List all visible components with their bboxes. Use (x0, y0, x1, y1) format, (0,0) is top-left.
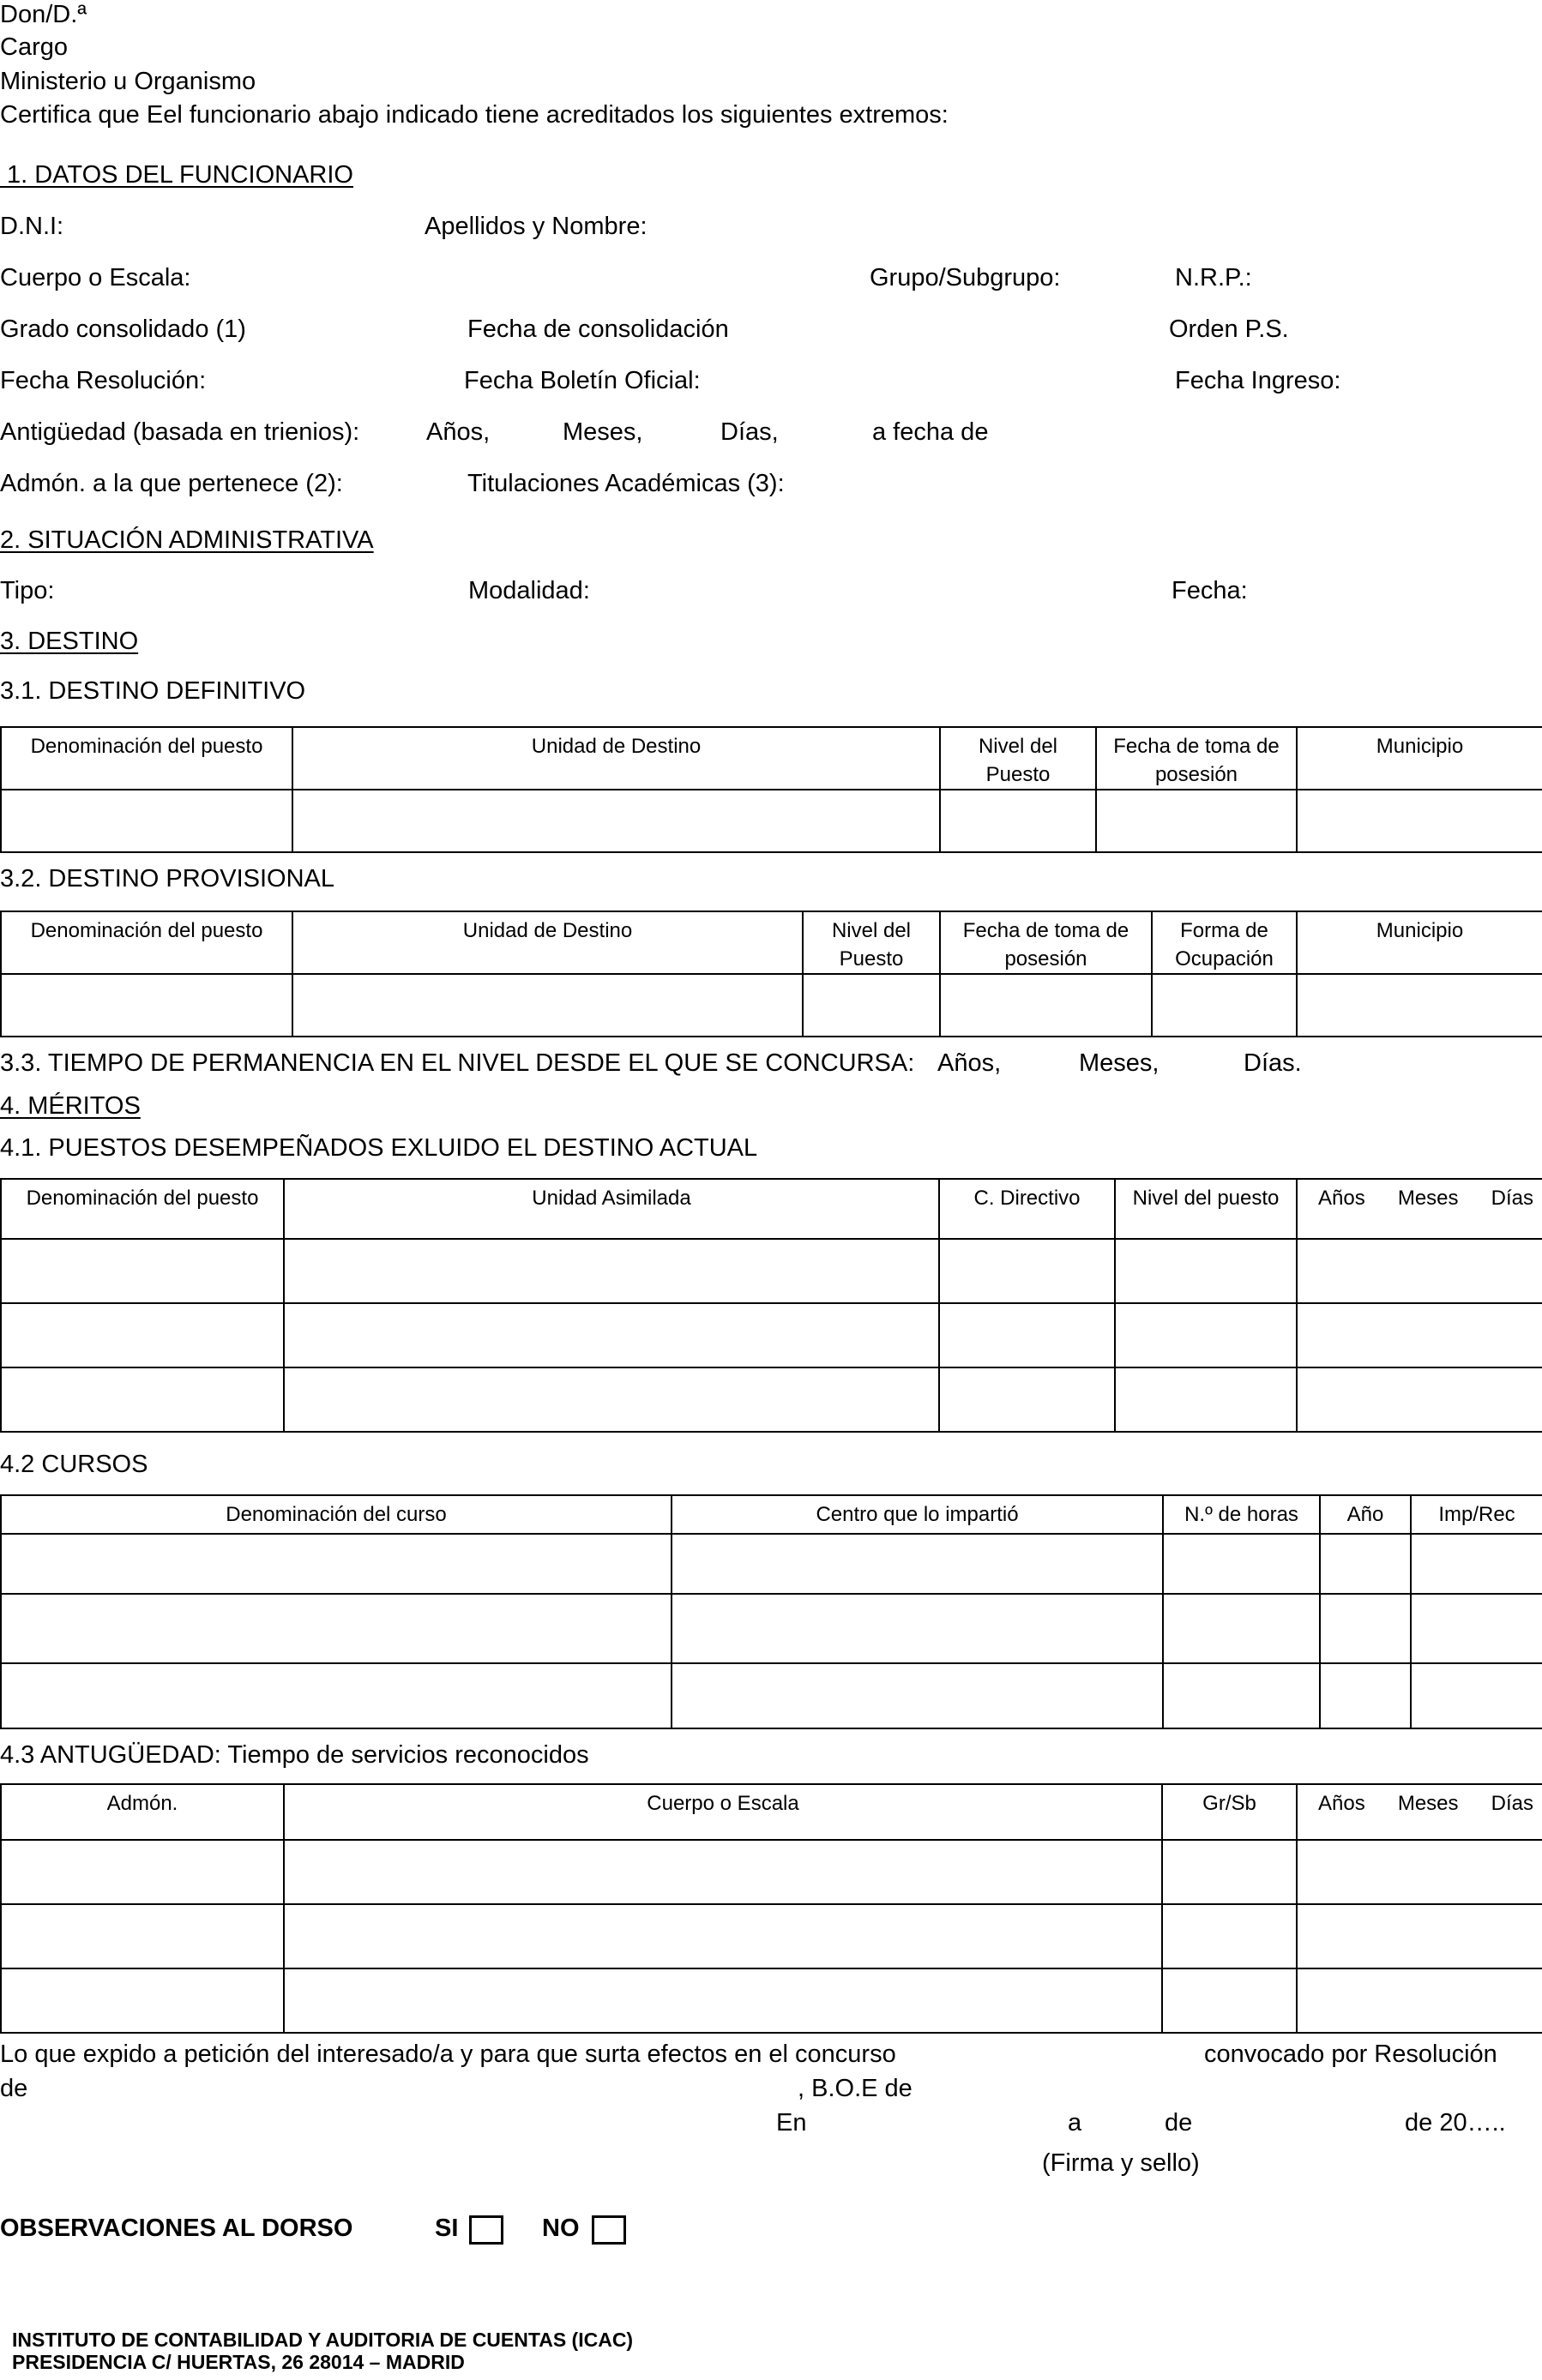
grupo-label: Grupo/Subgrupo: (870, 264, 1061, 291)
table-cell[interactable] (292, 790, 940, 852)
fecha-resolucion-label: Fecha Resolución: (0, 367, 207, 394)
col-nivel: Nivel del Puesto (940, 727, 1096, 790)
table-cell[interactable] (1115, 1239, 1297, 1303)
de-year-label: de 20….. (1405, 2109, 1506, 2137)
table-cell[interactable] (1, 1239, 284, 1303)
footer-address: PRESIDENCIA C/ HUERTAS, 26 28014 – MADRID (12, 2351, 465, 2373)
closing-line: Lo que expido a petición del interesado/a y para que surta efectos en el concurso (0, 2040, 896, 2068)
col-denominacion: Denominación del puesto (1, 1179, 284, 1239)
table-cell[interactable] (1, 974, 292, 1037)
table-cell[interactable] (284, 1303, 939, 1367)
de-month-label: de (1165, 2109, 1193, 2137)
titulaciones-label: Titulaciones Académicas (3): (467, 470, 785, 497)
table-cell[interactable] (939, 1367, 1115, 1432)
table-cell[interactable] (1, 1534, 672, 1594)
table-cell[interactable] (1096, 790, 1297, 852)
table-cell[interactable] (1115, 1367, 1297, 1432)
dias-header: Días (1491, 1792, 1533, 1815)
cuerpo-label: Cuerpo o Escala: (0, 264, 191, 291)
si-checkbox[interactable] (469, 2215, 503, 2245)
anos-header: Años (1318, 1792, 1365, 1815)
a-fecha-de-label: a fecha de (872, 418, 989, 446)
table-cell[interactable] (1297, 974, 1542, 1037)
table-cell[interactable] (1297, 1303, 1542, 1367)
table-cell[interactable] (1, 1303, 284, 1367)
tipo-label: Tipo: (0, 577, 55, 604)
table-cell[interactable] (1, 1904, 284, 1968)
destino-definitivo-table (0, 726, 1542, 853)
table-cell[interactable] (284, 1904, 1162, 1968)
tiempo-anos: Años, (937, 1049, 1002, 1077)
nrp-label: N.R.P.: (1175, 264, 1252, 291)
fecha-ingreso-label: Fecha Ingreso: (1175, 367, 1341, 394)
table-cell[interactable] (1115, 1303, 1297, 1367)
col-ano: Año (1320, 1495, 1411, 1534)
col-municipio: Municipio (1297, 911, 1542, 974)
col-unidad-asimilada: Unidad Asimilada (284, 1179, 939, 1239)
table-cell[interactable] (1320, 1594, 1411, 1663)
col-fecha-toma: Fecha de toma de posesión (940, 911, 1152, 974)
table-cell[interactable] (1297, 1239, 1542, 1303)
grado-label: Grado consolidado (1) (0, 316, 246, 343)
table-cell[interactable] (672, 1663, 1163, 1728)
de-label: de (0, 2075, 28, 2102)
table-cell[interactable] (940, 974, 1152, 1037)
col-denominacion: Denominación del puesto (1, 727, 292, 790)
table-cell[interactable] (1, 790, 292, 852)
col-cuerpo: Cuerpo o Escala (284, 1784, 1162, 1840)
table-cell[interactable] (1297, 790, 1542, 852)
section-4-title: 4. MÉRITOS (0, 1092, 141, 1120)
table-cell[interactable] (1, 1968, 284, 2033)
col-forma-ocupacion: Forma de Ocupación (1152, 911, 1297, 974)
table-cell[interactable] (1297, 1367, 1542, 1432)
fecha-consolidacion-label: Fecha de consolidación (467, 316, 729, 343)
convocado-label: convocado por Resolución (1204, 2040, 1497, 2068)
puestos-title: 4.1. PUESTOS DESEMPEÑADOS EXLUIDO EL DESTINO ACTUAL (0, 1134, 758, 1162)
section-1-title: 1. DATOS DEL FUNCIONARIO (0, 161, 353, 189)
table-cell[interactable] (1320, 1663, 1411, 1728)
table-cell[interactable] (939, 1239, 1115, 1303)
col-municipio: Municipio (1297, 727, 1542, 790)
cursos-title: 4.2 CURSOS (0, 1451, 148, 1478)
admon-label: Admón. a la que pertenece (2): (0, 470, 343, 497)
don-label: Don/D.ª (0, 1, 87, 28)
table-cell[interactable] (672, 1594, 1163, 1663)
dias-header: Días (1491, 1187, 1533, 1210)
col-fecha-toma: Fecha de toma de posesión (1096, 727, 1297, 790)
table-cell[interactable] (803, 974, 940, 1037)
table-cell[interactable] (284, 1239, 939, 1303)
col-gr-sb: Gr/Sb (1162, 1784, 1297, 1840)
table-cell[interactable] (1163, 1594, 1320, 1663)
table-cell[interactable] (1411, 1663, 1542, 1728)
antiguedad-table (0, 1783, 1542, 2034)
modalidad-label: Modalidad: (468, 577, 590, 604)
footer-institution: INSTITUTO DE CONTABILIDAD Y AUDITORIA DE CUENTAS (ICAC) (12, 2329, 634, 2351)
table-cell[interactable] (939, 1303, 1115, 1367)
table-cell[interactable] (672, 1534, 1163, 1594)
col-admon: Admón. (1, 1784, 284, 1840)
dni-label: D.N.I: (0, 213, 64, 240)
col-anos-meses-dias (1297, 1784, 1542, 1840)
col-unidad: Unidad de Destino (292, 727, 940, 790)
section-3-title: 3. DESTINO (0, 628, 139, 655)
table-cell[interactable] (1, 1663, 672, 1728)
meses-header: Meses (1397, 1187, 1459, 1210)
antiguedad-label: Antigüedad (basada en trienios): (0, 418, 360, 446)
ministerio-label: Ministerio u Organismo (0, 68, 256, 95)
a-label: a (1068, 2109, 1082, 2137)
table-cell[interactable] (1297, 1904, 1542, 1968)
cargo-label: Cargo (0, 33, 68, 61)
anos-header: Años (1318, 1187, 1365, 1210)
col-imp-rec: Imp/Rec (1411, 1495, 1542, 1534)
table-cell[interactable] (1, 1367, 284, 1432)
section-2-title: 2. SITUACIÓN ADMINISTRATIVA (0, 526, 374, 554)
table-cell[interactable] (1163, 1663, 1320, 1728)
no-label: NO (542, 2215, 580, 2242)
tiempo-dias: Días. (1244, 1049, 1302, 1077)
destino-provisional-title: 3.2. DESTINO PROVISIONAL (0, 865, 334, 892)
col-anos-meses-dias (1297, 1179, 1542, 1239)
table-cell[interactable] (1152, 974, 1297, 1037)
col-denominacion-curso: Denominación del curso (1, 1495, 672, 1534)
en-label: En (776, 2109, 807, 2137)
table-cell[interactable] (1411, 1594, 1542, 1663)
col-nivel: Nivel del Puesto (803, 911, 940, 974)
si-label: SI (435, 2215, 459, 2242)
firma-sello-label: (Firma y sello) (1042, 2149, 1200, 2177)
destino-provisional-table (0, 911, 1542, 1037)
table-cell[interactable] (1162, 1968, 1297, 2033)
table-cell[interactable] (284, 1840, 1162, 1904)
apellidos-label: Apellidos y Nombre: (425, 213, 648, 240)
col-unidad: Unidad de Destino (292, 911, 803, 974)
fecha-situacion-label: Fecha: (1172, 577, 1248, 604)
certifica-text: Certifica que Eel funcionario abajo indicado tiene acreditados los siguientes extremos: (0, 101, 949, 129)
antiguedad-title: 4.3 ANTUGÜEDAD: Tiempo de servicios reconocidos (0, 1741, 589, 1769)
no-checkbox[interactable] (592, 2215, 626, 2245)
col-denominacion: Denominación del puesto (1, 911, 292, 974)
table-cell[interactable] (292, 974, 803, 1037)
tiempo-permanencia-label: 3.3. TIEMPO DE PERMANENCIA EN EL NIVEL DESDE EL QUE SE CONCURSA: (0, 1049, 915, 1077)
table-cell[interactable] (1162, 1840, 1297, 1904)
boe-label: , B.O.E de (798, 2075, 913, 2102)
table-cell[interactable] (1, 1594, 672, 1663)
fecha-boletin-label: Fecha Boletín Oficial: (464, 367, 701, 394)
col-nivel: Nivel del puesto (1115, 1179, 1297, 1239)
observaciones-label: OBSERVACIONES AL DORSO (0, 2215, 353, 2242)
table-cell[interactable] (1411, 1534, 1542, 1594)
table-cell[interactable] (1297, 1968, 1542, 2033)
tiempo-meses: Meses, (1079, 1049, 1160, 1077)
table-cell[interactable] (1320, 1534, 1411, 1594)
table-cell[interactable] (1163, 1534, 1320, 1594)
puestos-table (0, 1178, 1542, 1433)
table-cell[interactable] (1, 1840, 284, 1904)
cursos-table (0, 1494, 1542, 1729)
table-cell[interactable] (940, 790, 1096, 852)
table-cell[interactable] (284, 1367, 939, 1432)
table-cell[interactable] (1162, 1904, 1297, 1968)
meses-label: Meses, (563, 418, 643, 446)
meses-header: Meses (1397, 1792, 1459, 1815)
table-cell[interactable] (284, 1968, 1162, 2033)
orden-label: Orden P.S. (1169, 316, 1289, 343)
dias-label: Días, (720, 418, 779, 446)
col-c-directivo: C. Directivo (939, 1179, 1115, 1239)
col-centro: Centro que lo impartió (672, 1495, 1163, 1534)
table-cell[interactable] (1297, 1840, 1542, 1904)
destino-definitivo-title: 3.1. DESTINO DEFINITIVO (0, 677, 306, 705)
col-horas: N.º de horas (1163, 1495, 1320, 1534)
anos-label: Años, (426, 418, 491, 446)
